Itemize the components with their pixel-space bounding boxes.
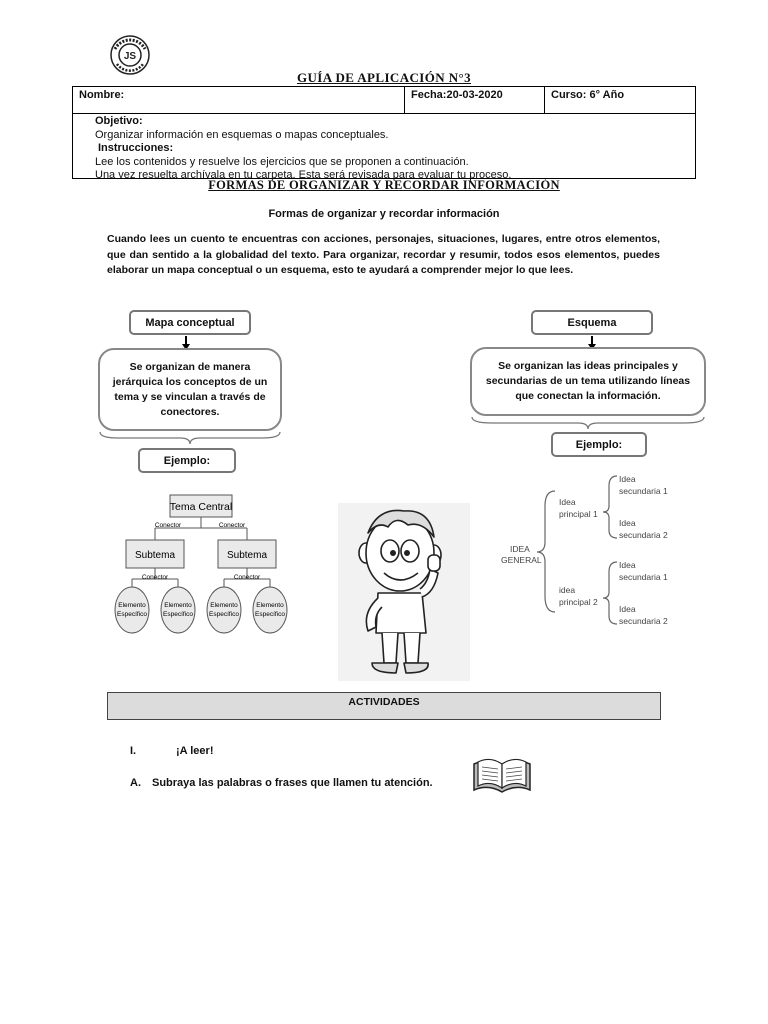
element-label: Específico: [163, 611, 193, 618]
element-label: Elemento: [256, 602, 284, 609]
element-label: Específico: [209, 611, 239, 618]
secondary-idea: Idea: [619, 474, 636, 484]
intro-paragraph: Cuando lees un cuento te encuentras con acciones, personajes, situaciones, lugares, entre otros elementos, que dan sentido a la globalidad del texto. Para organizar, recordar y resumir, todos esos elementos, puedes elaborar un mapa conceptual o un esquema, esto te ayudará a comprender mejor lo que lees.: [107, 233, 660, 276]
header-body: [95, 115, 511, 183]
activity-a-number: A.: [130, 777, 141, 789]
section-subtitle: Formas de organizar y recordar información: [268, 208, 500, 220]
main-idea-1: principal 1: [559, 509, 598, 519]
connector-label: Conector: [141, 574, 169, 581]
course-field: Curso: 6° Año: [544, 87, 695, 114]
concept-map-diagram: [110, 488, 292, 638]
general-idea: IDEA: [510, 544, 530, 554]
instructions-line-2: Una vez resuelta archívala en tu carpeta. Esta será revisada para evaluar tu proceso.: [95, 169, 512, 181]
schema-label-box: Esquema: [531, 310, 653, 335]
cartoon-boy-thumbs-up-icon: [338, 503, 470, 681]
brace-icon: [470, 415, 706, 431]
schema-diagram: [497, 466, 675, 632]
guide-title: GUÍA DE APLICACIÓN N°3: [297, 70, 471, 85]
central-topic: Tema Central: [169, 501, 233, 513]
svg-text:JS: JS: [123, 51, 137, 62]
secondary-idea: Idea: [619, 560, 636, 570]
element-label: Específico: [255, 611, 285, 618]
down-arrow-icon: [185, 336, 187, 346]
element-label: Elemento: [164, 602, 192, 609]
secondary-idea: secundaria 2: [619, 616, 668, 626]
general-idea: GENERAL: [501, 555, 542, 565]
connector-label: Conector: [218, 522, 246, 529]
connector-label: Conector: [233, 574, 261, 581]
concept-example-label: Ejemplo:: [138, 448, 236, 473]
objective-label: Objetivo:: [95, 115, 143, 127]
secondary-idea: secundaria 1: [619, 486, 668, 496]
open-book-icon: [470, 756, 534, 798]
down-arrow-icon: [591, 336, 593, 346]
activity-1-text: ¡A leer!: [176, 745, 214, 757]
element-label: Específico: [117, 611, 147, 618]
concept-map-description: Se organizan de manera jerárquica los conceptos de un tema y se vinculan a través de conectores.: [98, 348, 282, 431]
activities-header: ACTIVIDADES: [107, 692, 661, 720]
secondary-idea: Idea: [619, 604, 636, 614]
instructions-line-1: Lee los contenidos y resuelve los ejercicios que se proponen a continuación.: [95, 155, 469, 168]
activity-1-number: I.: [130, 745, 137, 757]
instructions-label: Instrucciones:: [98, 142, 174, 154]
connector-label: Conector: [154, 522, 182, 529]
main-idea-2: idea: [559, 585, 576, 595]
secondary-idea: secundaria 2: [619, 530, 668, 540]
date-field: Fecha:20-03-2020: [404, 87, 544, 114]
schema-description: Se organizan las ideas principales y secundarias de un tema utilizando líneas que conectan la información.: [470, 347, 706, 416]
main-idea-2: principal 2: [559, 597, 598, 607]
activity-a-text: Subraya las palabras o frases que llamen tu atención.: [152, 777, 433, 789]
schema-example-label: Ejemplo:: [551, 432, 647, 457]
brace-icon: [98, 430, 282, 446]
subtopic-box: Subtema: [134, 550, 176, 561]
main-idea-1: Idea: [559, 497, 576, 507]
secondary-idea: secundaria 1: [619, 572, 668, 582]
objective-text: Organizar información en esquemas o mapas conceptuales.: [95, 128, 389, 141]
header-table: [72, 86, 696, 179]
name-field[interactable]: Nombre:: [79, 89, 125, 101]
element-label: Elemento: [118, 602, 146, 609]
header-row: [73, 87, 695, 114]
section-title: FORMAS DE ORGANIZAR Y RECORDAR INFORMACIÓN: [208, 178, 560, 192]
element-label: Elemento: [210, 602, 238, 609]
concept-map-label-box: Mapa conceptual: [129, 310, 251, 335]
secondary-idea: Idea: [619, 518, 636, 528]
subtopic-box: Subtema: [226, 550, 268, 561]
